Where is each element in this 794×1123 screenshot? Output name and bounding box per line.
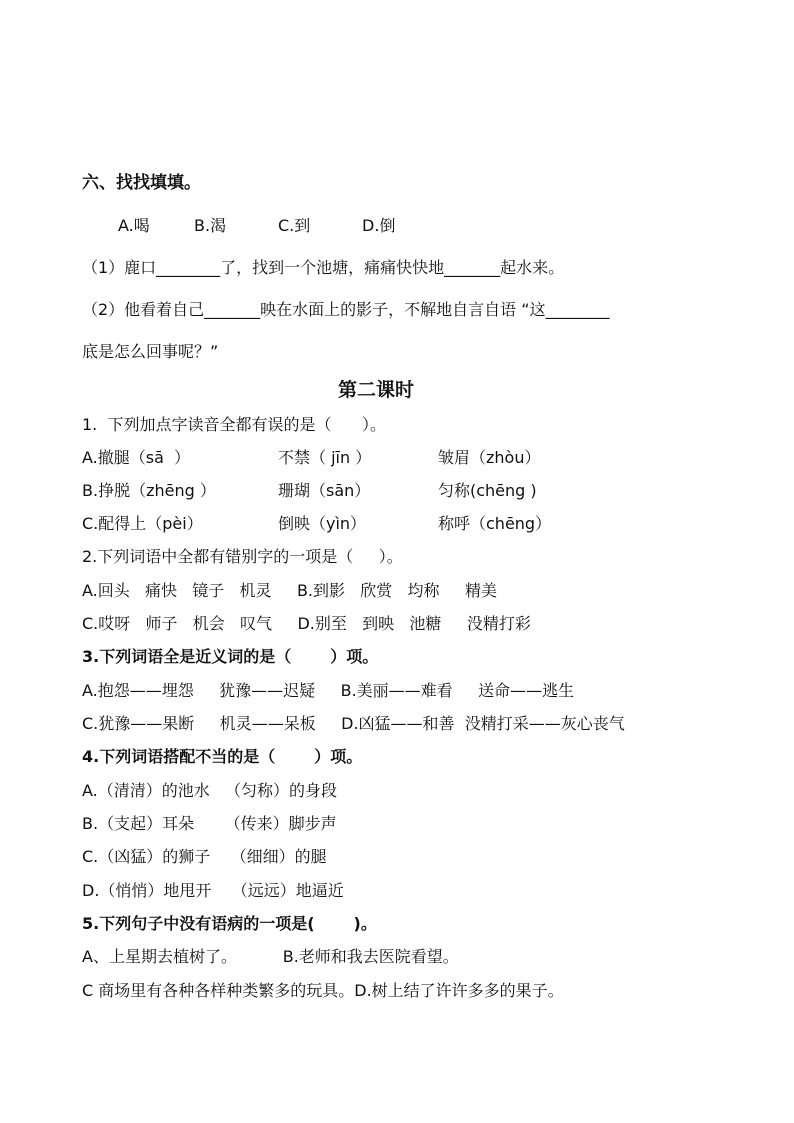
q1-option-b1: B.挣脱（zhēng ）: [82, 481, 216, 500]
q2-row-2: C.哎呀 师子 机会 叹气 D.别至 到映 池糖 没精打彩: [82, 614, 531, 633]
fill-question-2-line2: 底是怎么回事呢？”: [82, 342, 219, 361]
q1-option-c1: C.配得上（pèi）: [82, 514, 203, 533]
q4-row-a: A.（清清）的池水 （匀称）的身段: [82, 781, 338, 800]
q2-row-1: A.回头 痛快 镜子 机灵 B.到影 欣赏 均称 精美: [82, 581, 497, 600]
q4-row-d: D.（悄悄）地甩开 （远远）地逼近: [82, 881, 344, 900]
q1-option-a3: 皱眉（zhòu）: [438, 448, 541, 467]
q4-row-b: B.（支起）耳朵 （传来）脚步声: [82, 814, 337, 833]
option-b: B.渴: [194, 216, 227, 235]
q3-row-1: A.抱怨——埋怨 犹豫——迟疑 B.美丽——难看 送命——逃生: [82, 681, 575, 700]
q5-row-2: C 商场里有各种各样种类繁多的玩具。D.树上结了许许多多的果子。: [82, 981, 564, 1000]
q2-stem: 2.下列词语中全都有错别字的一项是（ ）。: [82, 547, 403, 566]
q1-option-a2: 不禁（ jīn ）: [278, 448, 372, 467]
q1-option-b2: 珊瑚（sān）: [278, 481, 371, 500]
q3-row-2: C.犹豫——果断 机灵——呆板 D.凶猛——和善 没精打采——灰心丧气: [82, 714, 625, 733]
q1-option-c3: 称呼（chēng）: [438, 514, 552, 533]
fill-question-2-line1: （2）他看着自己_______映在水面上的影子，不解地自言自语 “这________: [82, 300, 610, 319]
q1-option-a1: A.撤腿（sā ）: [82, 448, 191, 467]
q3-stem: 3.下列词语全是近义词的是（ ）项。: [82, 647, 379, 666]
fill-question-1: （1）鹿口________了，找到一个池塘，痛痛快快地_______起水来。: [82, 258, 565, 277]
option-a: A.喝: [118, 216, 150, 235]
q1-option-b3: 匀称(chēng ): [438, 481, 537, 500]
q5-row-1: A、上星期去植树了。 B.老师和我去医院看望。: [82, 947, 459, 966]
q4-stem: 4.下列词语搭配不当的是（ ）项。: [82, 747, 363, 766]
q4-row-c: C.（凶猛）的狮子 （细细）的腿: [82, 847, 327, 866]
option-c: C.到: [278, 216, 311, 235]
lesson-title: 第二课时: [338, 379, 415, 401]
q1-stem: 1. 下列加点字读音全都有误的是（ ）。: [82, 415, 386, 434]
option-d: D.倒: [362, 216, 396, 235]
q1-option-c2: 倒映（yìn）: [278, 514, 367, 533]
q5-stem: 5.下列句子中没有语病的一项是( )。: [82, 914, 377, 933]
section-six-heading: 六、找找填填。: [82, 173, 201, 193]
